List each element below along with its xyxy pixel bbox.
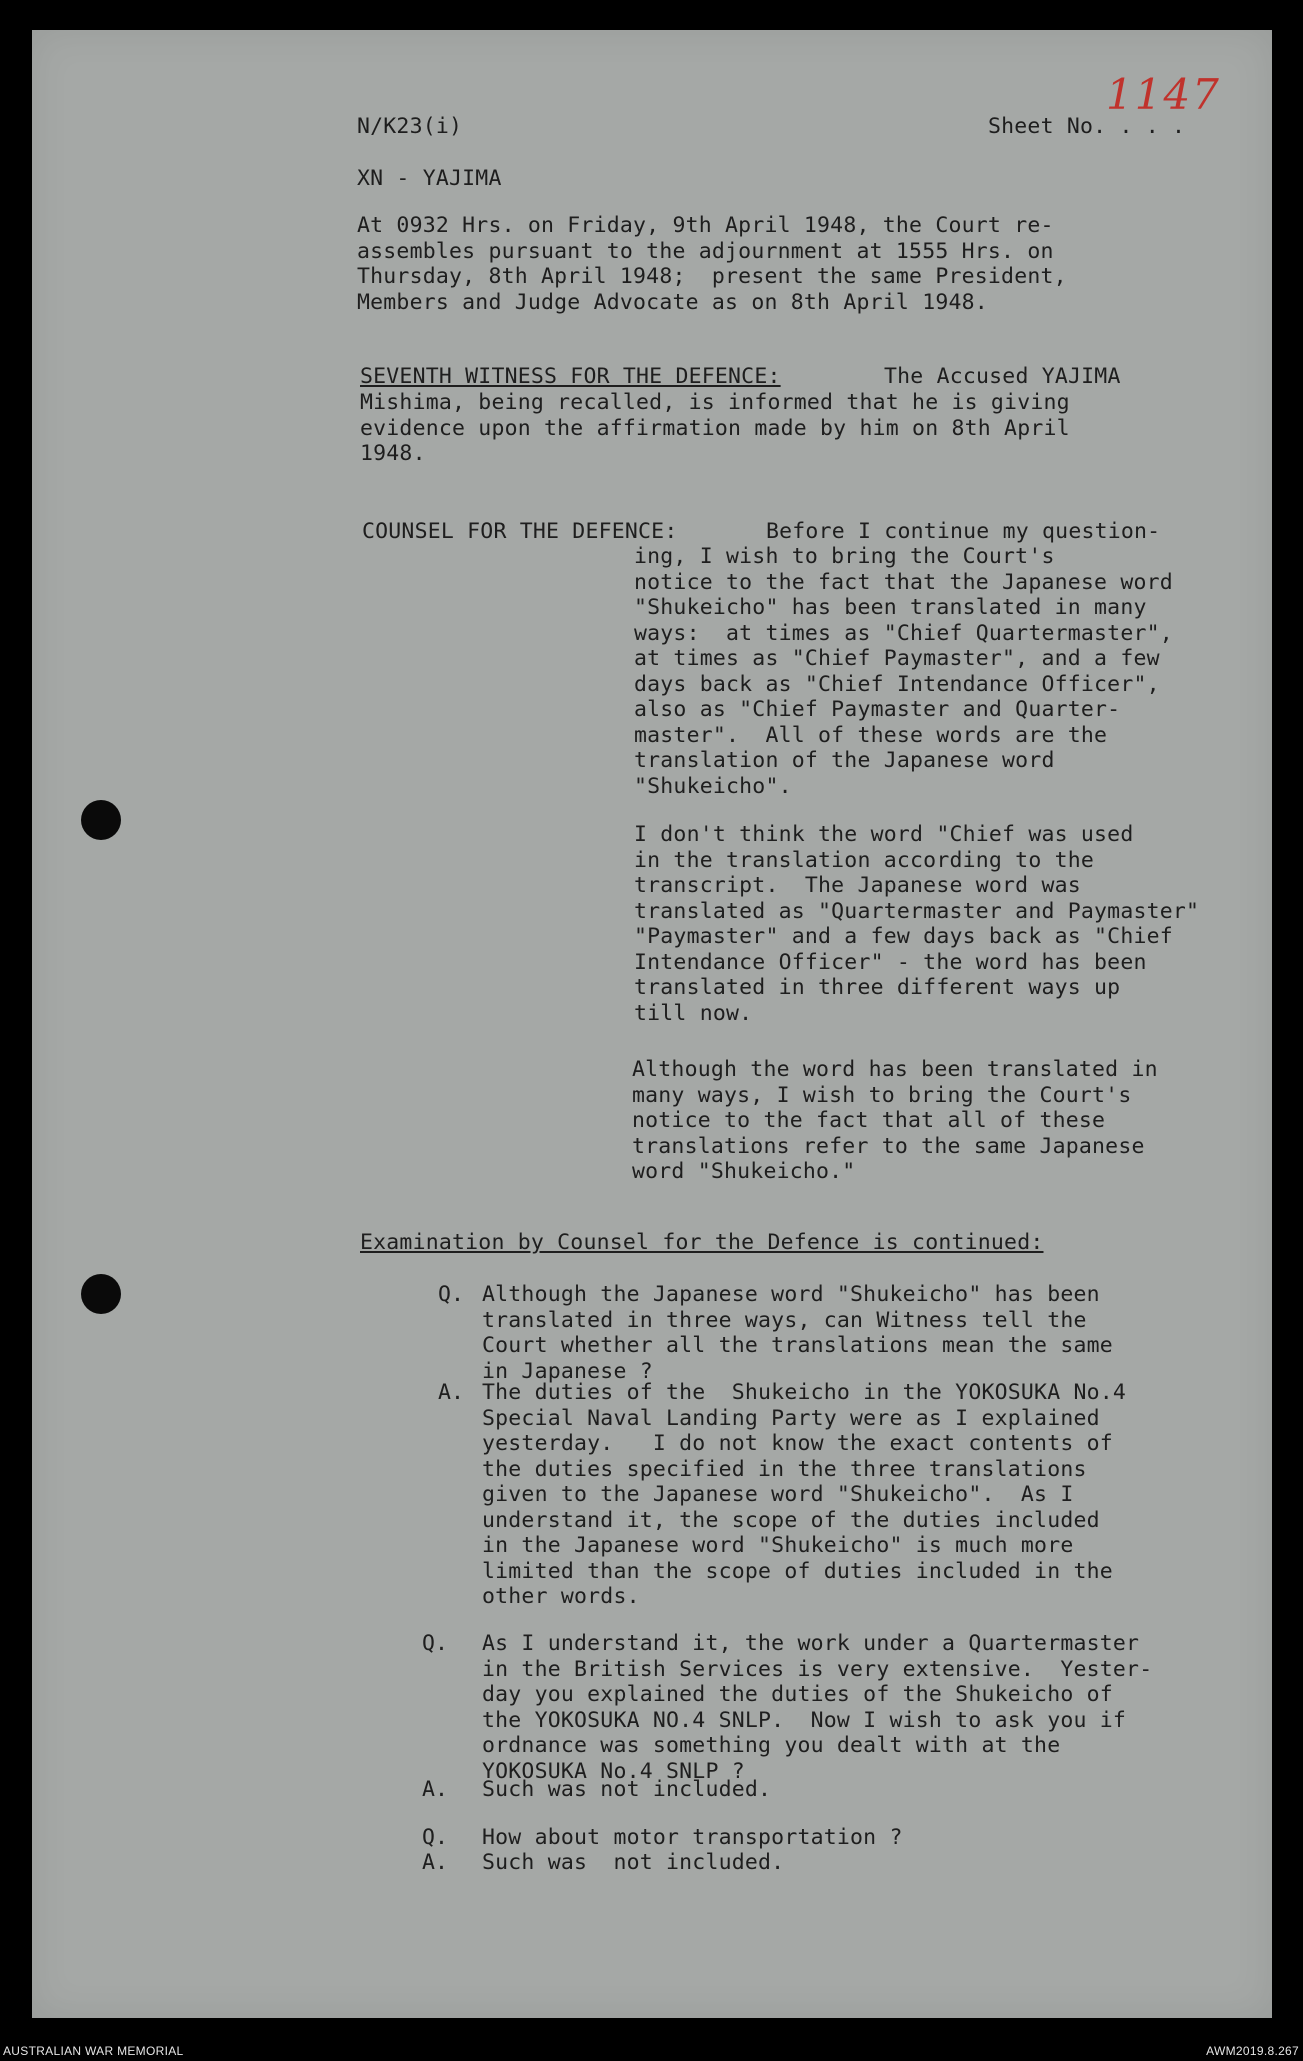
qa-mark: A. (422, 1777, 448, 1802)
seventh-witness-heading: SEVENTH WITNESS FOR THE DEFENCE: (360, 364, 781, 389)
subject-line: XN - YAJIMA (357, 166, 502, 191)
qa-mark: Q. (422, 1825, 448, 1850)
counsel-statement-3: Although the word has been translated in many ways, I wish to bring the Court's notice to the fact that all of these translations refer to the same Japanese word "Shukeicho." (632, 1057, 1158, 1184)
counsel-statement-1: ing, I wish to bring the Court's notice to the fact that the Japanese word "Shukeicho" has been translated in many ways: at times as "Chief Quartermaster", at times as "Chief Paymaster", and a few days back as "Chief Intendance Officer", also as "Chief Paymaster and Quarter- master". All of these words are the translation of the Japanese word "Shukeicho". (634, 544, 1173, 799)
seventh-witness-intro: The Accused YAJIMA (884, 364, 1121, 389)
document-reference: N/K23(i) (357, 114, 463, 139)
counsel-statement-2: I don't think the word "Chief was used in the translation according to the transcript. The Japanese word was translated as "Quartermaster and Paymaster" "Paymaster" and a few days back as "Chief Intendance Officer" - the word has been translated in three different ways up till now. (634, 822, 1200, 1026)
seventh-witness-text: Mishima, being recalled, is informed that he is giving evidence upon the affirmation made by him on 8th April 1948. (360, 390, 1070, 466)
sheet-number-handwritten: 1147 (1106, 70, 1221, 119)
qa-text: Although the Japanese word "Shukeicho" has been translated in three ways, can Witness tell the Court whether all the translations mean the same in Japanese ? (482, 1282, 1113, 1384)
qa-mark: Q. (422, 1631, 448, 1656)
qa-text: The duties of the Shukeicho in the YOKOSUKA No.4 Special Naval Landing Party were as I explained yesterday. I do not know the exact contents of the duties specified in the three translations given to the Japanese word "Shukeicho". As I understand it, the scope of the duties included in the Japanese word "Shukeicho" is much more limited than the scope of duties included in the other words. (482, 1380, 1127, 1609)
punch-hole-top (81, 800, 121, 840)
sheet-number-label: Sheet No. . . . (988, 114, 1186, 139)
qa-text: As I understand it, the work under a Quartermaster in the British Services is very extensive. Yester- day you explained the duties of the Shukeicho of the YOKOSUKA NO.4 SNLP. Now I wish to ask you if ordnance was something you dealt with at the YOKOSUKA No.4 SNLP ? (482, 1631, 1153, 1784)
punch-hole-bottom (81, 1274, 121, 1314)
qa-mark: A. (438, 1380, 464, 1405)
examination-heading: Examination by Counsel for the Defence is continued: (360, 1230, 1044, 1255)
footer-right: AWM2019.8.267 (1206, 2044, 1299, 2058)
qa-text: Such was not included. (482, 1777, 772, 1802)
footer-left: AUSTRALIAN WAR MEMORIAL (3, 2044, 184, 2058)
opening-paragraph: At 0932 Hrs. on Friday, 9th April 1948, the Court re- assembles pursuant to the adjournment at 1555 Hrs. on Thursday, 8th April 1948; present the same President, Members and Judge Advocate as on 8th April 1948. (357, 213, 1067, 315)
qa-text: Such was not included. (482, 1850, 785, 1875)
qa-mark: Q. (438, 1282, 464, 1307)
counsel-first-line: Before I continue my question- (766, 519, 1161, 544)
qa-mark: A. (422, 1850, 448, 1875)
counsel-label: COUNSEL FOR THE DEFENCE: (362, 519, 678, 544)
qa-text: How about motor transportation ? (482, 1825, 903, 1850)
